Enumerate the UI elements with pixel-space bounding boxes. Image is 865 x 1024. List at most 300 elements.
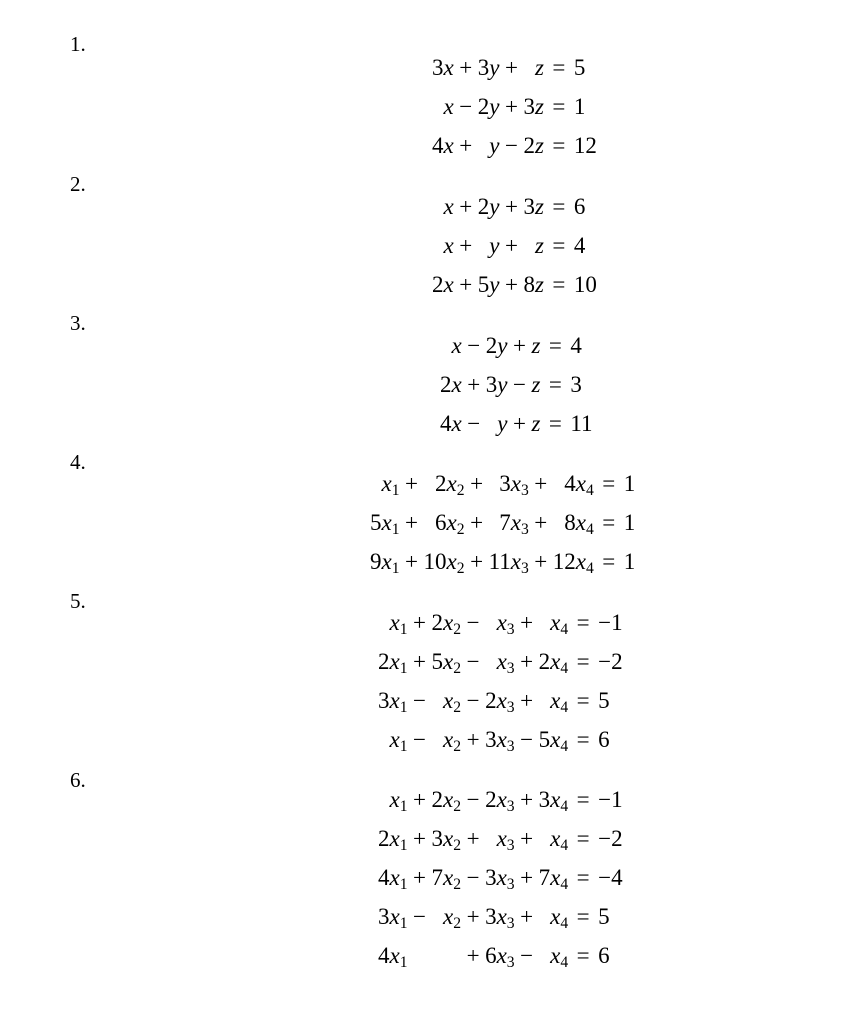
variable: x — [550, 903, 561, 929]
term — [489, 543, 529, 582]
term — [478, 227, 500, 266]
variable: z — [534, 132, 544, 158]
term — [478, 188, 500, 227]
subscript: 1 — [399, 621, 408, 639]
rhs: 1 — [623, 510, 636, 536]
variable: y — [489, 132, 500, 158]
subscript: 1 — [391, 559, 400, 577]
subscript: 4 — [585, 559, 594, 577]
term — [539, 897, 569, 936]
operator: + — [413, 610, 427, 636]
term — [432, 188, 454, 227]
term — [553, 465, 594, 504]
operator: + — [405, 510, 419, 536]
rhs: 6 — [598, 942, 610, 968]
term — [485, 897, 515, 936]
rhs: 1 — [573, 94, 586, 120]
coefficient: 4 — [432, 132, 444, 158]
variable: x — [443, 903, 454, 929]
operator: + — [520, 649, 534, 675]
variable: x — [451, 372, 462, 398]
variable: x — [381, 548, 392, 574]
operator — [408, 936, 432, 975]
subscript: 4 — [560, 798, 569, 816]
subscript: 1 — [399, 798, 408, 816]
operator: − — [466, 687, 480, 713]
term — [440, 366, 462, 405]
term — [370, 504, 400, 543]
equals-sign: = — [552, 194, 566, 220]
coefficient: 2 — [378, 826, 390, 852]
subscript: 2 — [453, 798, 462, 816]
operator: + — [470, 471, 484, 497]
term — [523, 266, 543, 305]
operator: − — [466, 864, 480, 890]
coefficient: 3 — [432, 55, 444, 81]
operator: + — [405, 471, 419, 497]
equation-row — [432, 266, 597, 305]
equals-sign: = — [576, 610, 590, 636]
operator: + — [459, 194, 473, 220]
term — [432, 127, 454, 166]
coefficient: 5 — [370, 510, 382, 536]
coefficient: 5 — [538, 726, 551, 752]
equation-row — [378, 859, 623, 898]
term — [378, 643, 408, 682]
rhs: 1 — [623, 471, 636, 497]
operator: + — [470, 510, 484, 536]
variable: x — [550, 610, 561, 636]
term — [523, 227, 543, 266]
equation-row — [440, 366, 593, 405]
operator: − — [413, 903, 427, 929]
equation-row — [432, 49, 597, 88]
term — [432, 820, 462, 859]
operator: − — [466, 787, 480, 813]
variable: x — [389, 787, 400, 813]
operator: + — [459, 132, 473, 158]
operator: + — [459, 271, 473, 297]
equation-row — [370, 465, 635, 504]
coefficient: 2 — [477, 94, 490, 120]
term — [432, 682, 462, 721]
equals-sign: = — [552, 271, 566, 297]
variable: x — [389, 942, 400, 968]
variable: x — [510, 510, 521, 536]
term — [489, 504, 529, 543]
variable: x — [389, 826, 400, 852]
variable: x — [446, 510, 457, 536]
variable: z — [531, 410, 541, 436]
coefficient: 3 — [378, 687, 390, 713]
term — [531, 405, 540, 444]
operator: − — [520, 942, 534, 968]
coefficient: 2 — [538, 649, 551, 675]
subscript: 2 — [453, 621, 462, 639]
subscript: 3 — [520, 521, 529, 539]
operator: − — [520, 726, 534, 752]
operator: + — [413, 787, 427, 813]
term — [489, 465, 529, 504]
coefficient: 3 — [485, 864, 497, 890]
term — [378, 720, 408, 759]
subscript: 2 — [456, 521, 465, 539]
subscript: 4 — [560, 698, 569, 716]
variable: x — [443, 826, 454, 852]
subscript: 1 — [399, 914, 408, 932]
equals-sign: = — [552, 94, 566, 120]
problem-number: 1. — [70, 32, 86, 56]
term — [432, 49, 454, 88]
operator: + — [520, 610, 534, 636]
subscript: 2 — [453, 698, 462, 716]
variable: x — [443, 271, 454, 297]
variable: y — [489, 233, 500, 259]
variable: x — [510, 548, 521, 574]
variable: x — [443, 787, 454, 813]
variable: x — [389, 610, 400, 636]
term — [370, 543, 400, 582]
variable: x — [443, 726, 454, 752]
operator: + — [413, 826, 427, 852]
term — [370, 465, 400, 504]
operator: − — [466, 610, 480, 636]
operator: − — [467, 333, 481, 359]
operator: + — [470, 548, 484, 574]
term — [378, 682, 408, 721]
subscript: 4 — [560, 953, 569, 971]
variable: x — [389, 649, 400, 675]
coefficient: 3 — [485, 372, 498, 398]
variable: x — [550, 687, 561, 713]
equation-row — [432, 188, 597, 227]
equation-system — [370, 465, 635, 581]
equals-sign: = — [576, 787, 590, 813]
term — [440, 327, 462, 366]
operator: + — [466, 903, 480, 929]
operator: + — [466, 726, 480, 752]
variable: x — [550, 864, 561, 890]
term — [378, 781, 408, 820]
coefficient: 8 — [523, 271, 535, 297]
term — [485, 604, 515, 643]
term — [486, 405, 508, 444]
equals-sign: = — [552, 55, 566, 81]
term — [539, 643, 569, 682]
term — [486, 366, 508, 405]
coefficient: 2 — [477, 194, 490, 220]
subscript: 3 — [506, 953, 515, 971]
term — [485, 859, 515, 898]
variable: x — [443, 55, 454, 81]
equation-row — [370, 504, 635, 543]
coefficient: 4 — [378, 864, 390, 890]
coefficient: 2 — [440, 372, 452, 398]
variable: x — [496, 787, 507, 813]
subscript: 2 — [453, 660, 462, 678]
coefficient: 7 — [538, 864, 551, 890]
equals-sign: = — [548, 333, 562, 359]
coefficient: 2 — [485, 333, 498, 359]
term — [531, 327, 540, 366]
term — [486, 327, 508, 366]
subscript: 3 — [506, 837, 515, 855]
variable: x — [443, 233, 454, 259]
coefficient: 6 — [435, 510, 447, 536]
operator: + — [504, 271, 518, 297]
rhs: 6 — [573, 194, 586, 220]
term — [539, 859, 569, 898]
variable: x — [550, 726, 561, 752]
rhs: 4 — [570, 333, 582, 359]
term — [523, 88, 543, 127]
operator: + — [413, 649, 427, 675]
term — [432, 859, 462, 898]
term — [424, 543, 465, 582]
variable: x — [550, 787, 561, 813]
subscript: 2 — [456, 482, 465, 500]
coefficient: 2 — [432, 271, 444, 297]
term — [539, 781, 569, 820]
subscript: 4 — [560, 837, 569, 855]
operator: + — [466, 942, 480, 968]
variable: x — [496, 942, 507, 968]
subscript: 2 — [453, 914, 462, 932]
variable: x — [550, 942, 561, 968]
equation-row — [378, 897, 623, 936]
rhs: 5 — [598, 903, 610, 929]
operator: − — [504, 132, 518, 158]
subscript: 2 — [453, 837, 462, 855]
variable: x — [446, 548, 457, 574]
term — [378, 859, 408, 898]
operator: + — [459, 233, 473, 259]
subscript: 1 — [399, 698, 408, 716]
equals-sign: = — [576, 864, 590, 890]
equals-sign: = — [548, 372, 562, 398]
variable: z — [534, 271, 544, 297]
coefficient: 4 — [564, 471, 576, 497]
operator: + — [512, 333, 526, 359]
subscript: 3 — [506, 660, 515, 678]
coefficient: 2 — [431, 610, 444, 636]
variable: x — [443, 94, 454, 120]
operator: + — [504, 55, 518, 81]
term — [432, 266, 454, 305]
term — [478, 49, 500, 88]
term — [478, 266, 500, 305]
operator: − — [512, 372, 526, 398]
variable: x — [496, 610, 507, 636]
equation-row — [378, 820, 623, 859]
variable: x — [389, 903, 400, 929]
rhs: −2 — [598, 826, 623, 852]
subscript: 3 — [506, 621, 515, 639]
term — [539, 820, 569, 859]
term — [485, 936, 515, 975]
term — [485, 720, 515, 759]
term — [432, 936, 462, 975]
term — [378, 604, 408, 643]
variable: x — [443, 864, 454, 890]
operator: + — [534, 471, 548, 497]
operator: + — [534, 548, 548, 574]
variable: x — [496, 864, 507, 890]
rhs: −2 — [598, 649, 623, 675]
equals-sign: = — [576, 649, 590, 675]
variable: x — [496, 903, 507, 929]
coefficient: 3 — [523, 194, 535, 220]
equation-row — [378, 936, 623, 975]
operator: + — [512, 410, 526, 436]
operator: + — [504, 233, 518, 259]
equation-row — [370, 543, 635, 582]
coefficient: 5 — [477, 271, 490, 297]
problem-number: 3. — [70, 311, 86, 335]
operator: + — [534, 510, 548, 536]
term — [523, 127, 543, 166]
operator: + — [504, 94, 518, 120]
variable: z — [534, 94, 544, 120]
subscript: 4 — [560, 621, 569, 639]
variable: x — [496, 826, 507, 852]
operator: − — [467, 410, 481, 436]
coefficient: 12 — [552, 548, 576, 574]
subscript: 4 — [585, 521, 594, 539]
problem-number: 4. — [70, 450, 86, 474]
subscript: 3 — [506, 698, 515, 716]
coefficient: 3 — [477, 55, 490, 81]
coefficient: 9 — [370, 548, 382, 574]
subscript: 2 — [453, 875, 462, 893]
equals-sign: = — [602, 548, 616, 574]
subscript: 2 — [453, 737, 462, 755]
equals-sign: = — [602, 471, 616, 497]
subscript: 3 — [520, 559, 529, 577]
equals-sign: = — [548, 410, 562, 436]
rhs: 1 — [623, 548, 636, 574]
term — [523, 188, 543, 227]
variable: y — [489, 271, 500, 297]
operator: − — [413, 726, 427, 752]
rhs: −1 — [598, 787, 623, 813]
coefficient: 4 — [378, 942, 390, 968]
term — [440, 405, 462, 444]
term — [523, 49, 543, 88]
operator: + — [467, 372, 481, 398]
variable: y — [489, 194, 500, 220]
term — [531, 366, 540, 405]
variable: x — [575, 471, 586, 497]
operator: + — [466, 826, 480, 852]
variable: x — [575, 510, 586, 536]
subscript: 2 — [456, 559, 465, 577]
coefficient: 11 — [488, 548, 511, 574]
equals-sign: = — [576, 726, 590, 752]
term — [539, 720, 569, 759]
variable: x — [510, 471, 521, 497]
term — [432, 88, 454, 127]
variable: z — [531, 372, 541, 398]
operator: + — [520, 864, 534, 890]
operator: + — [520, 687, 534, 713]
subscript: 1 — [391, 482, 400, 500]
variable: x — [550, 826, 561, 852]
variable: x — [443, 194, 454, 220]
term — [553, 504, 594, 543]
term — [485, 781, 515, 820]
term — [378, 897, 408, 936]
variable: x — [451, 410, 462, 436]
term — [432, 781, 462, 820]
variable: z — [534, 55, 544, 81]
problem-number: 5. — [70, 589, 86, 613]
subscript: 1 — [399, 875, 408, 893]
term — [424, 465, 465, 504]
variable: x — [381, 471, 392, 497]
operator: + — [504, 194, 518, 220]
coefficient: 6 — [485, 942, 497, 968]
variable: y — [497, 333, 508, 359]
equation-row — [378, 781, 623, 820]
coefficient: 3 — [538, 787, 551, 813]
equals-sign: = — [602, 510, 616, 536]
equation-system — [378, 781, 623, 975]
operator: − — [413, 687, 427, 713]
term — [478, 127, 500, 166]
term — [432, 720, 462, 759]
coefficient: 4 — [440, 410, 452, 436]
variable: x — [575, 548, 586, 574]
variable: x — [381, 510, 392, 536]
term — [485, 682, 515, 721]
equation-system — [432, 49, 597, 165]
operator: − — [459, 94, 473, 120]
coefficient: 10 — [423, 548, 447, 574]
variable: x — [443, 649, 454, 675]
equation-row — [378, 604, 623, 643]
term — [539, 936, 569, 975]
subscript: 1 — [399, 953, 408, 971]
subscript: 3 — [506, 875, 515, 893]
coefficient: 2 — [485, 787, 497, 813]
term — [432, 897, 462, 936]
rhs: 10 — [573, 271, 597, 297]
subscript: 1 — [399, 837, 408, 855]
variable: z — [534, 233, 544, 259]
variable: x — [443, 132, 454, 158]
coefficient: 8 — [564, 510, 576, 536]
rhs: 5 — [598, 687, 610, 713]
subscript: 4 — [560, 875, 569, 893]
coefficient: 2 — [435, 471, 447, 497]
variable: z — [531, 333, 541, 359]
rhs: 12 — [573, 132, 597, 158]
subscript: 4 — [560, 737, 569, 755]
subscript: 1 — [399, 737, 408, 755]
variable: y — [489, 55, 500, 81]
operator: + — [459, 55, 473, 81]
variable: y — [489, 94, 500, 120]
term — [539, 682, 569, 721]
variable: x — [446, 471, 457, 497]
coefficient: 3 — [523, 94, 535, 120]
coefficient: 2 — [431, 787, 444, 813]
coefficient: 3 — [378, 903, 390, 929]
term — [378, 820, 408, 859]
variable: x — [496, 687, 507, 713]
equals-sign: = — [576, 687, 590, 713]
